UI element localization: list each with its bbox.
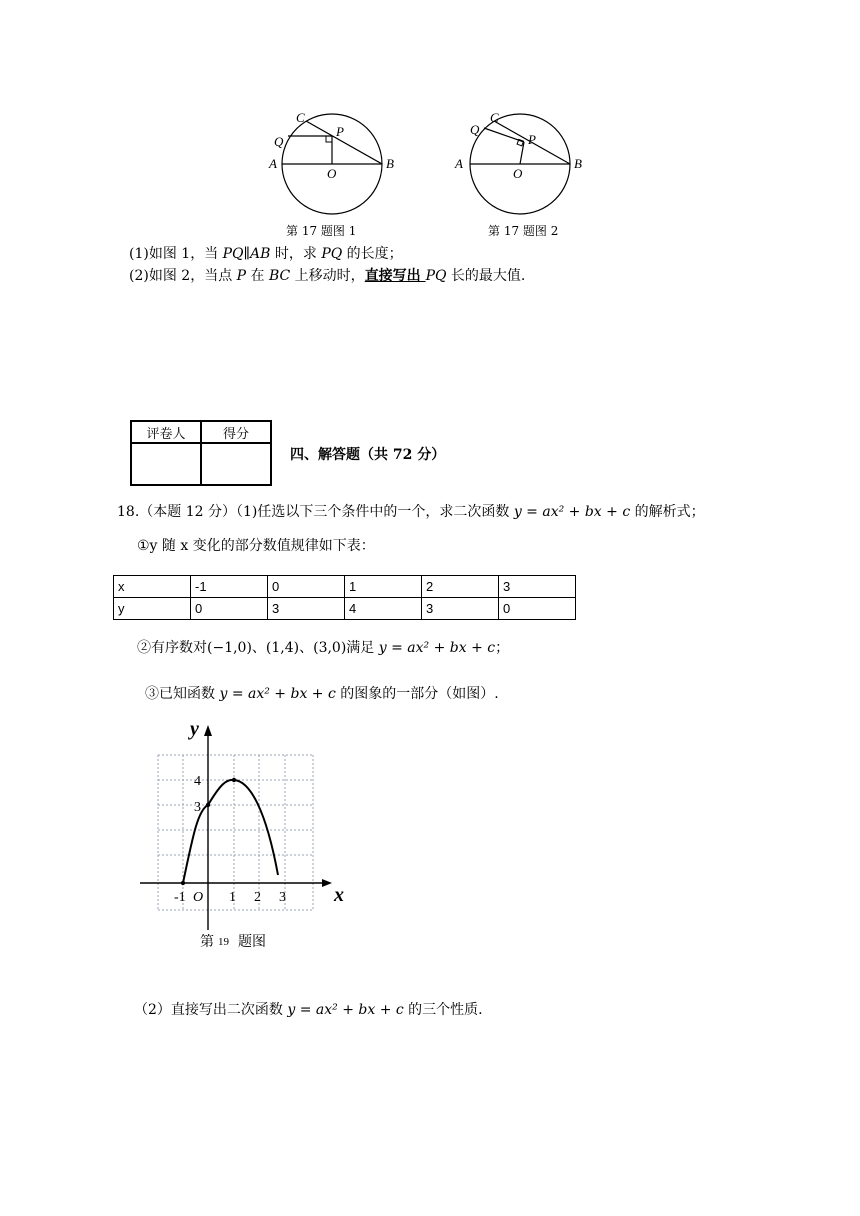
x-tick-2: 2 xyxy=(254,890,261,905)
table-row xyxy=(114,576,576,598)
grid xyxy=(158,755,313,910)
y-tick-3: 3 xyxy=(194,800,201,815)
table-cell: 0 xyxy=(268,576,345,598)
figure-17-1 xyxy=(260,108,410,218)
chord-cb xyxy=(306,121,382,164)
label-o-2: O xyxy=(513,166,523,181)
label-a-2: A xyxy=(455,156,463,171)
table-cell: x xyxy=(114,576,191,598)
figure-17-2 xyxy=(448,108,598,218)
table-cell: 0 xyxy=(499,598,576,620)
label-p-2: P xyxy=(528,132,536,147)
x-axis-arrow xyxy=(322,879,332,887)
parabola-graph xyxy=(138,715,358,955)
x-axis-label: x xyxy=(334,884,344,906)
label-a: A xyxy=(269,156,277,171)
x-tick-origin: O xyxy=(193,890,204,905)
score-header-score: 得分 xyxy=(201,421,271,443)
graph-caption-a: 第 xyxy=(200,935,214,950)
label-c-2: C xyxy=(490,110,499,125)
graph-caption-num: 19 xyxy=(218,936,229,948)
x-tick-1: 1 xyxy=(229,890,236,905)
table-cell: 0 xyxy=(191,598,268,620)
caption-fig2: 第 17 题图 2 xyxy=(488,224,559,238)
right-angle-mark-2 xyxy=(517,139,523,145)
score-cell-score[interactable] xyxy=(201,443,271,485)
score-header-grader: 评卷人 xyxy=(131,421,201,443)
label-b-2: B xyxy=(574,156,582,171)
point-1-4 xyxy=(232,778,236,782)
parabola-curve xyxy=(183,780,278,883)
section-title: 四、解答题（共 72 分） xyxy=(290,447,446,463)
table-cell: 3 xyxy=(499,576,576,598)
values-table xyxy=(113,575,576,620)
label-p: P xyxy=(336,124,344,139)
x-tick-neg1: -1 xyxy=(174,890,186,905)
table-cell: 4 xyxy=(345,598,422,620)
q18-cond1: ①y 随 x 变化的部分数值规律如下表： xyxy=(137,538,375,554)
y-axis-label: y xyxy=(190,718,199,740)
label-q-2: Q xyxy=(470,122,480,137)
point-0-3 xyxy=(206,803,210,807)
score-cell-grader[interactable] xyxy=(131,443,201,485)
y-axis-arrow xyxy=(204,725,212,736)
score-table xyxy=(130,420,272,486)
q18-part2: （2）直接写出二次函数 y = ax² + bx + c 的三个性质. xyxy=(134,1002,483,1018)
caption-fig1: 第 17 题图 1 xyxy=(286,224,357,238)
q18-cond3: ③已知函数 y = ax² + bx + c 的图象的一部分（如图）. xyxy=(145,686,499,702)
label-q: Q xyxy=(274,134,284,149)
q17-part1: (1)如图 1，当 PQ∥AB 时，求 PQ 的长度； xyxy=(129,246,403,262)
right-angle-mark xyxy=(326,136,332,142)
q18-cond2: ②有序数对(−1,0)、(1,4)、(3,0)满足 y = ax² + bx + c； xyxy=(137,640,510,656)
table-cell: 3 xyxy=(268,598,345,620)
x-tick-3: 3 xyxy=(279,890,286,905)
label-b: B xyxy=(386,156,394,171)
table-cell: 1 xyxy=(345,576,422,598)
label-c: C xyxy=(296,110,305,125)
q17-part2: (2)如图 2，当点 P 在 BC 上移动时，直接写出 PQ 长的最大值. xyxy=(129,268,526,284)
q18-intro: 18.（本题 12 分）（1)任选以下三个条件中的一个，求二次函数 y = ax² + bx + c 的解析式； xyxy=(117,504,705,520)
table-cell: -1 xyxy=(191,576,268,598)
table-row xyxy=(114,598,576,620)
table-cell: 2 xyxy=(422,576,499,598)
table-cell: y xyxy=(114,598,191,620)
graph-caption-b: 题图 xyxy=(238,935,266,950)
y-tick-4: 4 xyxy=(194,774,201,789)
point-neg1-0 xyxy=(181,881,185,885)
table-cell: 3 xyxy=(422,598,499,620)
label-o: O xyxy=(327,166,337,181)
